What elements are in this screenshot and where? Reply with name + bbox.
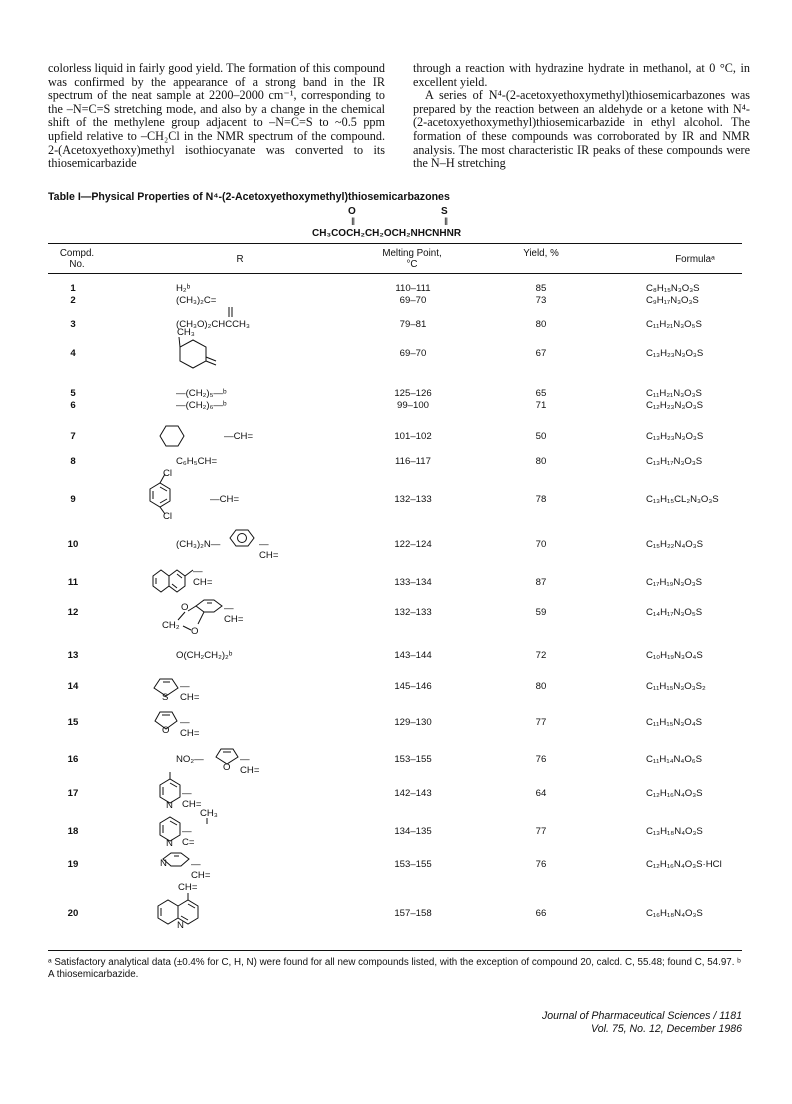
yield: 77	[535, 826, 547, 837]
r-group: (CH₃)₂C=	[176, 295, 217, 306]
melting-point: 153–155	[394, 859, 432, 870]
column-header-compound-no: Compd. No.	[59, 248, 95, 270]
formula: C₁₃H₁₈N₄O₃S	[646, 826, 703, 837]
compound-number: 3	[70, 319, 76, 330]
formula: C₁₆H₁₈N₄O₃S	[646, 908, 703, 919]
structure-15-ch-label: —CH=	[180, 717, 200, 739]
structure-18-c-label: —C=	[182, 826, 195, 848]
r-group: (CH₃O)₂CHCCH₃	[176, 319, 250, 330]
melting-point: 142–143	[394, 788, 432, 799]
structure-19-ch-label: —CH=	[191, 859, 211, 881]
formula-oxygen-label: O	[348, 206, 356, 217]
body-paragraph: A series of N⁴-(2-acetoxyethoxymethyl)thiosemicarbazones was prepared by the reaction between an aldehyde or a ketone with N⁴-(2-acetoxyethoxymethyl)thiosemicarbazide in ethyl alcohol. The formation of these compounds was corroborated by IR and NMR analysis. The most characteristic IR peaks of these compounds were the N–H stretching	[413, 88, 750, 171]
column-header-melting-point: Melting Point, °C	[382, 248, 442, 270]
melting-point: 134–135	[394, 826, 432, 837]
melting-point: 116–117	[395, 456, 431, 467]
journal-footer	[542, 1010, 742, 1036]
melting-point: 99–100	[396, 400, 429, 411]
structure-16-ch-label: —CH=	[240, 754, 260, 776]
compound-number: 20	[67, 908, 79, 919]
formula: C₁₂H₁₆N₄O₃S·HCl	[646, 859, 722, 870]
yield: 67	[535, 348, 547, 359]
journal-volume: Vol. 75, No. 12, December 1986	[591, 1023, 742, 1035]
structure-11-naphthyl	[153, 570, 193, 592]
structure-17-n-label: N	[166, 800, 173, 811]
table-footnote: ᵃ Satisfactory analytical data (±0.4% for C, H, N) were found for all new compounds listed, with the exception of compound 20, calcd. C, 55.48; found C, 54.97. ᵇ A thiosemicarbazide.	[48, 957, 741, 981]
compound-number: 7	[70, 431, 76, 442]
formula-double-bond-o: ‖	[351, 217, 356, 228]
formula: C₁₀H₁₉N₃O₄S	[646, 650, 703, 661]
r-group: O(CH₂CH₂)₂ᵇ	[176, 650, 233, 661]
yield: 50	[535, 431, 547, 442]
melting-point: 145–146	[394, 681, 432, 692]
compound-number: 17	[67, 788, 79, 799]
journal-name-page: Journal of Pharmaceutical Sciences / 1181	[541, 1010, 742, 1022]
structure-12-ch2: CH₂	[162, 620, 180, 631]
r-group: —(CH₂)₅—ᵇ	[176, 388, 227, 399]
melting-point: 133–134	[394, 577, 432, 588]
structure-19-n-label: N	[160, 858, 167, 869]
structure-11-ch-label: —CH=	[193, 566, 213, 588]
yield: 80	[535, 456, 547, 467]
body-paragraph: colorless liquid in fairly good yield. The formation of this compound was confirmed by the appearance of a strong band in the IR spectrum of the neat sample at 2200–2000 cm⁻¹, corresponding to the –N=C=S stretching mode, and also by a change in the chemical shift of the methylene group adjacent to –N=C=S to ~0.5 ppm upfield relative to –CH₂Cl in the NMR spectrum of the compound. 2-(Acetoxyethoxy)methyl isothiocyanate was converted to its thiosemicarbazide	[48, 61, 385, 171]
formula-sulfur-label: S	[441, 206, 448, 217]
structure-3-double-bond	[229, 307, 232, 317]
melting-point: 157–158	[394, 908, 432, 919]
formula: C₉H₁₇N₃O₃S	[646, 295, 699, 306]
r-group: (CH₃)₂N—	[176, 539, 221, 550]
melting-point: 79–81	[399, 319, 427, 330]
formula: C₁₇H₁₉N₃O₃S	[646, 577, 703, 588]
formula: C₁₂H₁₆N₄O₃S	[646, 788, 703, 799]
structure-17-pyridyl	[160, 772, 180, 803]
structure-4-ch3-label: CH₃	[177, 327, 195, 338]
yield: 72	[535, 650, 547, 661]
yield: 59	[535, 607, 547, 618]
compound-number: 11	[67, 577, 79, 588]
formula: C₁₃H₂₃N₃O₃S	[646, 431, 704, 442]
structure-20-n-label: N	[177, 920, 184, 931]
r-group: NO₂—	[176, 754, 204, 765]
structure-18-n-label: N	[166, 838, 173, 849]
compound-number: 2	[70, 295, 76, 306]
structure-7-cyclohexyl	[160, 426, 184, 446]
compound-number: 10	[67, 539, 79, 550]
yield: 64	[535, 788, 547, 799]
melting-point: 132–133	[394, 494, 432, 505]
column-header-yield: Yield, %	[523, 248, 559, 259]
yield: 78	[535, 494, 547, 505]
compound-number: 16	[67, 754, 79, 765]
formula: C₈H₁₅N₃O₃S	[646, 283, 700, 294]
melting-point: 101–102	[394, 431, 432, 442]
formula: C₁₃H₁₅CL₂N₃O₃S	[646, 494, 719, 505]
formula: C₁₄H₁₇N₃O₅S	[646, 607, 703, 618]
compound-number: 8	[70, 456, 76, 467]
structure-4-methylcyclohexylidene	[179, 337, 216, 368]
structure-20-ch-label: CH=	[178, 882, 198, 893]
yield: 87	[535, 577, 547, 588]
structure-9-dichlorophenyl	[150, 474, 170, 514]
compound-number: 5	[70, 388, 76, 399]
structure-18-ch3: CH₃	[200, 808, 218, 819]
yield: 85	[535, 283, 547, 294]
structure-14-ch-label: —CH=	[180, 681, 200, 703]
compound-number: 19	[67, 859, 79, 870]
compound-number: 14	[67, 681, 79, 692]
structure-15-o-label: O	[162, 725, 170, 736]
formula: C₁₁H₁₅N₃O₃S₂	[646, 681, 706, 692]
structure-17-ch-label: —CH=	[182, 788, 202, 810]
structure-9-cl-top: Cl	[163, 468, 173, 479]
compound-number: 1	[70, 283, 76, 294]
melting-point: 129–130	[394, 717, 432, 728]
melting-point: 132–133	[394, 607, 432, 618]
melting-point: 125–126	[394, 388, 432, 399]
yield: 66	[535, 908, 547, 919]
structure-10-ch-label: —CH=	[259, 539, 279, 561]
formula: C₁₃H₂₃N₃O₃S	[646, 348, 704, 359]
yield: 71	[535, 400, 547, 411]
formula: C₁₁H₁₅N₃O₄S	[646, 717, 703, 728]
column-header-formula: Formulaᵃ	[675, 254, 715, 265]
formula: C₁₁H₂₁N₃O₅S	[646, 319, 702, 330]
melting-point: 110–111	[395, 283, 431, 294]
structure-10-phenylene	[230, 530, 254, 546]
yield: 70	[535, 539, 547, 550]
yield: 80	[535, 319, 547, 330]
body-paragraph: through a reaction with hydrazine hydrate in methanol, at 0 °C, in excellent yield.	[413, 61, 750, 89]
compound-number: 9	[70, 494, 76, 505]
yield: 76	[535, 754, 547, 765]
formula: C₁₁H₂₁N₃O₃S	[646, 388, 702, 399]
melting-point: 122–124	[394, 539, 432, 550]
structure-12-o-bottom: O	[191, 626, 199, 637]
r-group: —(CH₂)₆—ᵇ	[176, 400, 227, 411]
melting-point: 69–70	[399, 295, 427, 306]
compound-number: 6	[70, 400, 76, 411]
melting-point: 153–155	[394, 754, 432, 765]
formula: C₁₁H₁₄N₄O₆S	[646, 754, 703, 765]
compound-number: 15	[67, 717, 79, 728]
formula: C₁₂H₂₃N₃O₃S	[646, 400, 704, 411]
compound-number: 4	[70, 348, 76, 359]
melting-point: 69–70	[399, 348, 427, 359]
formula-main: CH₃COCH₂CH₂OCH₂NHCNHNR	[312, 228, 462, 239]
r-group: —CH=	[224, 431, 254, 442]
column-header-r: R	[236, 254, 244, 265]
formula: C₁₃H₁₇N₃O₃S	[646, 456, 703, 467]
yield: 77	[535, 717, 547, 728]
r-group: —CH=	[210, 494, 240, 505]
structure-9-cl-bottom: Cl	[163, 511, 173, 522]
compound-number: 18	[67, 826, 79, 837]
structure-12-ch-label: —CH=	[224, 603, 244, 625]
yield: 65	[535, 388, 547, 399]
yield: 80	[535, 681, 547, 692]
yield: 73	[535, 295, 547, 306]
yield: 76	[535, 859, 547, 870]
structure-14-s-label: S	[162, 692, 169, 703]
compound-number: 12	[67, 607, 79, 618]
r-group: C₆H₅CH=	[176, 456, 218, 467]
structure-16-o-label: O	[223, 762, 231, 773]
melting-point: 143–144	[394, 650, 432, 661]
formula: C₁₅H₂₂N₄O₃S	[646, 539, 704, 550]
compound-number: 13	[67, 650, 79, 661]
r-group: H₂ᵇ	[176, 283, 191, 294]
structure-12-o-top: O	[181, 602, 189, 613]
formula-double-bond-s: ‖	[444, 217, 449, 228]
table-title: Table I—Physical Properties of N⁴-(2-Acetoxyethoxymethyl)thiosemicarbazones	[48, 191, 450, 203]
